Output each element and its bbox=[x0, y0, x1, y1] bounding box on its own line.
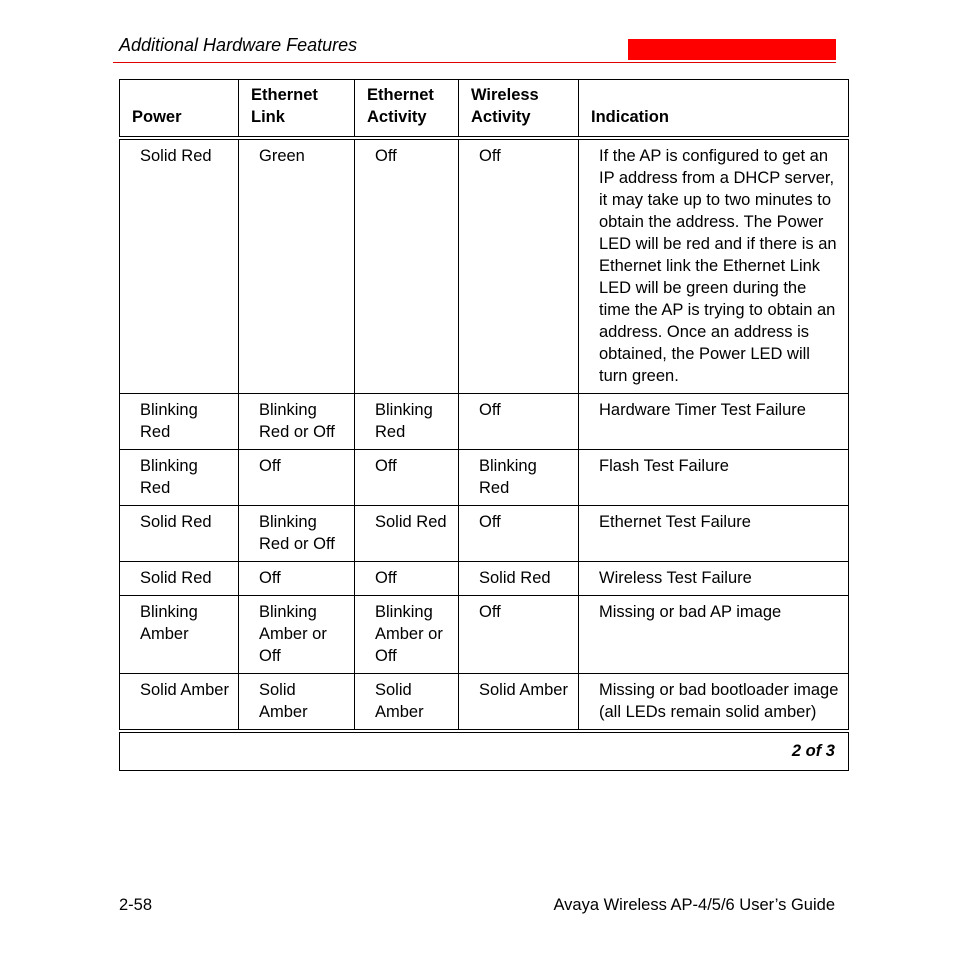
cell-wireless-activity: Off bbox=[459, 394, 579, 450]
cell-ethernet-link: Blinking Red or Off bbox=[239, 506, 355, 562]
cell-ethernet-activity: Off bbox=[355, 562, 459, 596]
column-header-ethernet-activity: Ethernet Activity bbox=[355, 80, 459, 139]
column-header-power: Power bbox=[120, 80, 239, 139]
cell-ethernet-activity: Off bbox=[355, 138, 459, 394]
header-accent-bar bbox=[628, 39, 836, 60]
cell-ethernet-link: Blinking Amber or Off bbox=[239, 596, 355, 674]
table-row bbox=[120, 394, 849, 450]
cell-wireless-activity: Solid Amber bbox=[459, 674, 579, 732]
table-row bbox=[120, 138, 849, 394]
table-row bbox=[120, 674, 849, 732]
cell-ethernet-activity: Solid Red bbox=[355, 506, 459, 562]
table-header-row bbox=[120, 80, 849, 139]
header-rule bbox=[113, 62, 836, 63]
cell-indication: Hardware Timer Test Failure bbox=[579, 394, 849, 450]
cell-indication: If the AP is configured to get an IP address from a DHCP server, it may take up to two minutes to obtain the address. The Power LED will be red and if there is an Ethernet link the Ethernet Link LED will be green during the time the AP is trying to obtain an address. Once an address is obtained, the Power LED will turn green. bbox=[579, 138, 849, 394]
cell-power: Solid Red bbox=[120, 506, 239, 562]
table-row bbox=[120, 562, 849, 596]
cell-indication: Ethernet Test Failure bbox=[579, 506, 849, 562]
column-header-indication: Indication bbox=[579, 80, 849, 139]
cell-power: Blinking Red bbox=[120, 450, 239, 506]
cell-power: Solid Red bbox=[120, 138, 239, 394]
page-number: 2-58 bbox=[119, 896, 153, 914]
cell-ethernet-activity: Solid Amber bbox=[355, 674, 459, 732]
cell-wireless-activity: Off bbox=[459, 506, 579, 562]
column-header-wireless-activity: Wireless Activity bbox=[459, 80, 579, 139]
cell-power: Solid Red bbox=[120, 562, 239, 596]
cell-ethernet-activity: Off bbox=[355, 450, 459, 506]
cell-wireless-activity: Off bbox=[459, 596, 579, 674]
cell-wireless-activity: Off bbox=[459, 138, 579, 394]
table-pagination: 2 of 3 bbox=[120, 731, 849, 771]
cell-ethernet-link: Off bbox=[239, 562, 355, 596]
cell-power: Solid Amber bbox=[120, 674, 239, 732]
cell-power: Blinking Red bbox=[120, 394, 239, 450]
cell-indication: Wireless Test Failure bbox=[579, 562, 849, 596]
section-title: Additional Hardware Features bbox=[119, 35, 358, 55]
table-row bbox=[120, 506, 849, 562]
cell-power: Blinking Amber bbox=[120, 596, 239, 674]
table-footer-row bbox=[120, 731, 849, 771]
cell-ethernet-activity: Blinking Amber or Off bbox=[355, 596, 459, 674]
cell-indication: Missing or bad bootloader image (all LEDs remain solid amber) bbox=[579, 674, 849, 732]
cell-ethernet-link: Blinking Red or Off bbox=[239, 394, 355, 450]
table-row bbox=[120, 596, 849, 674]
cell-ethernet-link: Off bbox=[239, 450, 355, 506]
table-row bbox=[120, 450, 849, 506]
cell-ethernet-link: Green bbox=[239, 138, 355, 394]
cell-indication: Flash Test Failure bbox=[579, 450, 849, 506]
cell-wireless-activity: Solid Red bbox=[459, 562, 579, 596]
cell-ethernet-link: Solid Amber bbox=[239, 674, 355, 732]
cell-indication: Missing or bad AP image bbox=[579, 596, 849, 674]
cell-wireless-activity: Blinking Red bbox=[459, 450, 579, 506]
column-header-ethernet-link: Ethernet Link bbox=[239, 80, 355, 139]
guide-title: Avaya Wireless AP-4/5/6 User’s Guide bbox=[553, 896, 835, 914]
led-indication-table bbox=[119, 79, 849, 771]
cell-ethernet-activity: Blinking Red bbox=[355, 394, 459, 450]
